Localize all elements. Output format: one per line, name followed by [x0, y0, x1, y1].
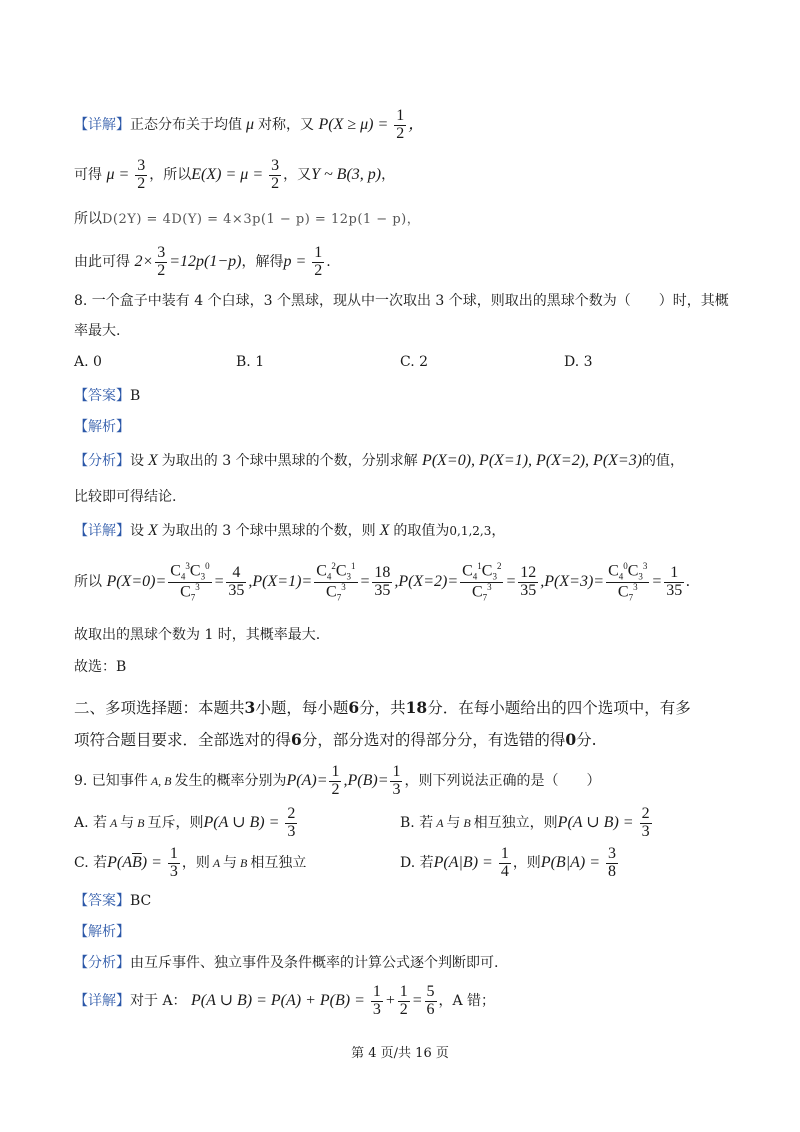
text: 的取值为 — [393, 523, 450, 539]
fenxi-tag: 【分析】 — [74, 453, 130, 469]
q8-option-c: C. 2 — [400, 354, 429, 370]
formula: P(A|B) = $\frac{1}{4}$ — [433, 845, 509, 880]
formula: B — [460, 815, 474, 830]
q8-analysis-tag: 【解析】 — [74, 419, 130, 435]
text: B. 若 — [400, 814, 434, 831]
formula: B — [237, 855, 251, 870]
text: 分．在每小题给出的四个选项中，有多 — [427, 699, 691, 717]
formula: D(2Y) = 4D(Y) = 4×3p(1 − p) = 12p(1 − p)， — [102, 212, 421, 227]
solution-line-4: 由此可得 2× $\frac{3}{2}$ =12p(1−p)，解得p = $\frac{1}{2}$ . — [74, 244, 331, 279]
num: 3 — [244, 698, 256, 717]
text: ，所以 — [149, 166, 192, 183]
text: 发生的概率分别为 — [174, 772, 287, 789]
formula: P(A)= $\frac{1}{2}$ ,P(B)= $\frac{1}{3}$ — [286, 763, 401, 798]
var-x: X — [144, 452, 162, 469]
page-footer: 第 4 页/共 16 页 — [351, 1046, 449, 1061]
formula: p = $\frac{1}{2}$ — [283, 244, 323, 279]
text: 由此可得 — [74, 253, 130, 270]
q9-stem — [74, 764, 600, 799]
formula: A — [209, 855, 224, 870]
formula: P(A ∪ B) = P(A) + P(B) = $\frac{1}{3}$ + $\frac{1}{2}$ = $\frac{5}{6}$ — [191, 983, 435, 1018]
formula: B — [134, 815, 148, 830]
section2-line-2 — [74, 728, 597, 750]
q9-detail — [74, 984, 495, 1019]
text: 与 — [446, 814, 461, 831]
text: 对称，又 — [258, 116, 315, 133]
q9-analysis-tag: 【解析】 — [74, 924, 130, 940]
var-x: X — [375, 522, 394, 539]
answer-value: BC — [130, 893, 152, 909]
formula: μ — [242, 115, 259, 133]
formula: P(B|A) = $\frac{3}{8}$ — [540, 845, 616, 880]
text: A. 若 — [74, 814, 108, 831]
formula: 2× $\frac{3}{2}$ =12p(1−p) — [134, 244, 242, 279]
formula: A, B — [147, 773, 175, 788]
formula: P(A ∪ B) = $\frac{2}{3}$ — [557, 805, 650, 840]
q8-option-a: A. 0 — [74, 354, 102, 370]
q9-option-c — [74, 846, 306, 881]
q9-answer — [74, 890, 151, 910]
num: 0 — [565, 730, 577, 749]
formula: E(X) = μ = $\frac{3}{2}$ — [191, 157, 280, 192]
solution-line-2: 可得 μ = $\frac{3}{2}$ ，所以E(X) = μ = $\frac{3}{2}$ ，又Y ~ B(3, p)， — [74, 157, 396, 192]
q8-stem-line-2: 率最大. — [74, 323, 121, 339]
text: 可得 — [74, 166, 102, 183]
formula: P(A ∪ B) = $\frac{2}{3}$ — [203, 805, 296, 840]
text: 分. — [576, 731, 597, 749]
formula: A — [107, 815, 121, 830]
q8-answer — [74, 385, 140, 405]
formula: Y ~ B(3, p) — [311, 165, 382, 183]
q8-option-b: B. 1 — [236, 354, 265, 370]
formula: μ = $\frac{3}{2}$ — [106, 157, 146, 192]
text: ，则下列说法正确的是（ ） — [404, 772, 601, 789]
text: ，则 — [512, 854, 541, 871]
text: 与 — [223, 854, 238, 871]
detail-tag: 【详解】 — [74, 992, 130, 1009]
text: ，解得 — [241, 253, 284, 270]
text: 项符合题目要求．全部选对的得 — [74, 731, 292, 749]
q9-option-d — [400, 846, 620, 881]
q9-option-b — [400, 806, 654, 841]
formula: A — [433, 815, 447, 830]
text: 所以 — [74, 211, 102, 227]
detail-tag: 【详解】 — [74, 523, 130, 539]
q8-stem-line-1: 8. 一个盒子中装有 4 个白球，3 个黑球，现从中一次取出 3 个球，则取出的黑球个数为（ ）时，其概 — [74, 293, 729, 309]
formula: P(X=0)= $\frac{C_4^3C_3^0}{C_7^3}$ = $\frac{4}{35}$ ,P(X=1)= $\frac{C_4^2C_3^1}{C_7^3}$ = $\frac{18}{35}$ ,P(X=2)= $\frac{C_4^1C_3^2}{C_7^3}$ = $\frac{12}{35}$ ,P(X=3)= $\frac{C_4^0C_3^3}{C_7^3}$ = $\frac{1}{35}$ . — [106, 561, 691, 603]
answer-tag: 【答案】 — [74, 388, 130, 404]
text: 小题，每小题 — [255, 699, 349, 717]
answer-tag: 【答案】 — [74, 893, 130, 909]
text: 的值， — [642, 453, 685, 469]
section2-line-1 — [74, 696, 691, 718]
text: 分，共 — [359, 699, 406, 717]
q8-choice: 故选：B — [74, 659, 127, 675]
text: 二、多项选择题：本题共 — [74, 699, 245, 717]
q8-conclusion: 故取出的黑球个数为 1 时，其概率最大. — [74, 627, 321, 643]
q9-option-a — [74, 806, 299, 841]
q8-fenxi-line-1 — [74, 450, 684, 470]
text: ， — [491, 523, 506, 539]
text: 相互独立 — [250, 854, 307, 871]
values: 0,1,2,3 — [449, 524, 492, 538]
answer-value: B — [130, 388, 141, 404]
solution-line-3 — [74, 208, 420, 228]
text: 对于 A： — [130, 992, 187, 1009]
text: 为取出的 3 个球中黑球的个数，分别求解 — [161, 453, 418, 469]
text: 由互斥事件、独立事件及条件概率的计算公式逐个判断即可. — [130, 955, 499, 971]
detail-tag: 【详解】 — [74, 116, 130, 133]
formula: P(X ≥ μ) = $\frac{1}{2}$ ， — [318, 107, 425, 142]
q9-fenxi — [74, 952, 498, 972]
text: 互斥，则 — [147, 814, 204, 831]
text: 所以 — [74, 574, 102, 591]
text: 设 — [130, 453, 144, 469]
text: 正态分布关于均值 — [130, 116, 242, 133]
formula: $P(A\overline{B})$ = $\frac{1}{3}$ — [107, 845, 178, 880]
var-x: X — [144, 522, 162, 539]
text: C. 若 — [74, 854, 108, 871]
text: ，则 — [181, 854, 210, 871]
num: 18 — [405, 698, 428, 717]
q8-fenxi-line-2: 比较即可得结论. — [74, 489, 177, 505]
formula: P(X=0), P(X=1), P(X=2), P(X=3) — [422, 452, 643, 469]
num: 6 — [291, 730, 302, 749]
text: 相互独立，则 — [473, 814, 558, 831]
text: D. 若 — [400, 854, 434, 871]
fenxi-tag: 【分析】 — [74, 955, 130, 971]
text: ，A 错； — [438, 992, 496, 1009]
q8-probabilities — [74, 562, 690, 603]
num: 6 — [348, 698, 360, 717]
text: 与 — [120, 814, 135, 831]
text: 为取出的 3 个球中黑球的个数，则 — [161, 523, 376, 539]
text: ，又 — [283, 166, 312, 183]
solution-line-1 — [74, 108, 424, 143]
q8-detail-line-1 — [74, 520, 505, 540]
text: 9. 已知事件 — [74, 772, 148, 789]
q8-option-d: D. 3 — [564, 354, 593, 370]
text: 设 — [130, 523, 144, 539]
text: 分，部分选对的得部分分，有选错的得 — [301, 731, 566, 749]
